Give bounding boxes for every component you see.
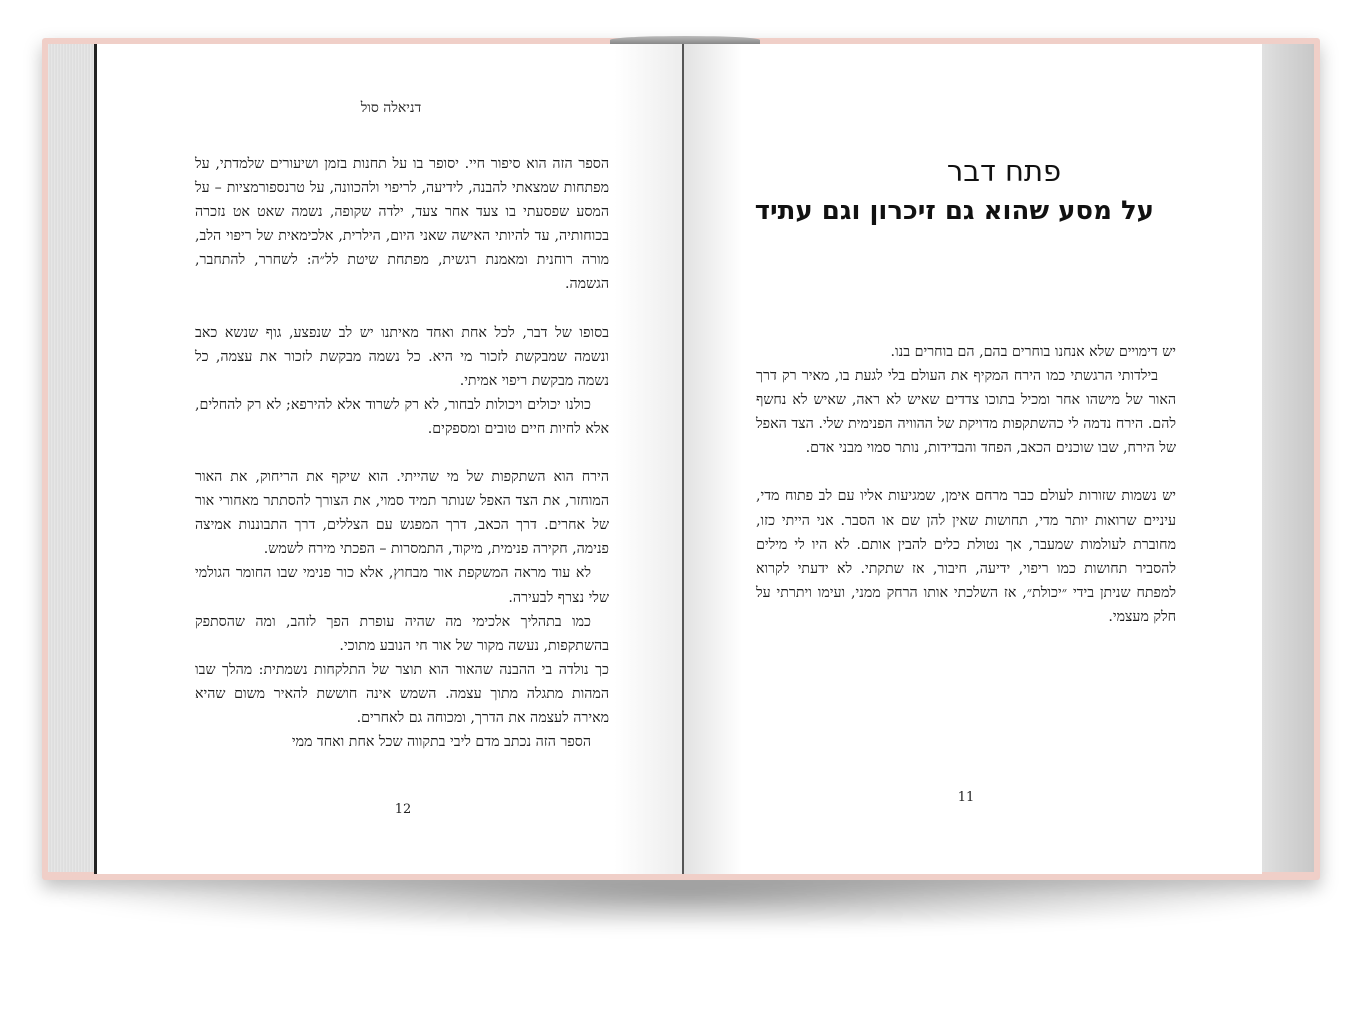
page-number: 11 <box>957 790 975 805</box>
paragraph: כולנו יכולים ויכולות לבחור, לא רק לשרוד אלא להירפא; לא רק להחלים, אלא לחיות חיים טובים ומספקים. <box>195 396 609 437</box>
paragraph: כך נולדה בי ההבנה שהאור הוא תוצר של התלקחות נשמתית: מהלך שבו המהות מתגלה מתוך עצמה. השמש אינה חוששת להאיר משום שהיא מאירה לעצמה את הדרך, ומכוחה גם לאחרים. <box>195 661 609 726</box>
chapter-title: על מסע שהוא גם זיכרון וגם עתיד <box>754 196 1154 226</box>
page-edges-right <box>1256 44 1314 872</box>
running-head-author: דניאלה סול <box>360 100 422 116</box>
right-page-body <box>756 340 1176 629</box>
book-spine <box>610 36 760 44</box>
chapter-label: פתח דבר <box>946 154 1062 188</box>
paragraph: הירח הוא השתקפות של מי שהייתי. הוא שיקף את הריחוק, את האור המוחזר, את הצד האפל שנותר תמיד סמוי, את הצורך להסתתר מאחורי אור של אחרים. דרך הכאב, דרך המפגש עם הצללים, דרך התבוננות אמיצה פנימה, חקירה פנימית, מיקוד, התמסרות – הפכתי מירח לשמש. <box>195 469 609 558</box>
paragraph: לא עוד מראה המשקפת אור מבחוץ, אלא כור פנימי שבו החומר הגולמי שלי נצרף לבעירה. <box>195 565 609 606</box>
page-number: 12 <box>394 802 412 817</box>
paragraph: הספר הזה נכתב מדם ליבי בתקווה שכל אחת ואחד ממי <box>291 734 591 751</box>
page-edges-left <box>48 44 98 872</box>
paragraph: יש דימויים שלא אנחנו בוחרים בהם, הם בוחרים בנו. <box>890 344 1176 360</box>
paragraph: כמו בתהליך אלכימי מה שהיה עופרת הפך לזהב, ומה שהסתפק בהשתקפות, נעשה מקור של אור חי הנובע מתוכי. <box>195 613 609 654</box>
paragraph: בסופו של דבר, לכל אחת ואחד מאיתנו יש לב שנפצע, גוף שנשא כאב ונשמה שמבקשת לזכור מי היא. כל נשמה מבקשת לזכור את עצמה, כל נשמה מבקשת ריפוי אמיתי. <box>195 324 609 389</box>
left-page-body <box>195 152 609 754</box>
paragraph: בילדותי הרגשתי כמו הירח המקיף את העולם בלי לגעת בו, מאיר רק דרך האור של מישהו אחר ומכיל בתוכו צדדים שאיש לא ראה, שאיש לא נחשף להם. הירח נדמה לי כהשתקפות מדויקת של ההוויה הפנימית שלי. הצד האפל של הירח, שבו שוכנים הכאב, הפחד והבדידות, נותר סמוי מבני אדם. <box>756 368 1176 457</box>
right-page <box>682 44 1262 874</box>
paragraph: יש נשמות שזורות לעולם כבר מרחם אימן, שמגיעות אליו עם לב פתוח מדי, עיניים שרואות יותר מדי, תחושות שאין להן שם או הסבר. אני הייתי כזו, מחוברת לעולמות שמעבר, אך נטולת כלים להבין אותם. לא היו לי מילים להסביר תחושות כמו ריפוי, ידיעה, חיבור, אז שתקתי. לא ידעתי לקרוא למפתח שניתן בידי ״יכולת״, אז השלכתי אותו הרחק ממני, ועימו ויתרתי על חלק מעצמי. <box>756 488 1176 625</box>
paragraph: הספר הזה הוא סיפור חיי. יסופר בו על תחנות בזמן ושיעורים שלמדתי, על מפתחות שמצאתי להבנה, לידיעה, לריפוי ולהכוונה, על טרנספורמציות – על המסע שפסעתי בו צעד אחר צעד, ילדה שקופה, נשמה שאט אט נזכרה בכוחותיה, עד להיותי האישה שאני היום, הילרית, אלכימאית של ריפוי הלב, מורה רוחנית ומאמנת רגשית, מפתחת שיטת לל״ה: לשחרר, להתחבר, הגשמה. <box>195 156 609 293</box>
left-page <box>94 44 685 874</box>
